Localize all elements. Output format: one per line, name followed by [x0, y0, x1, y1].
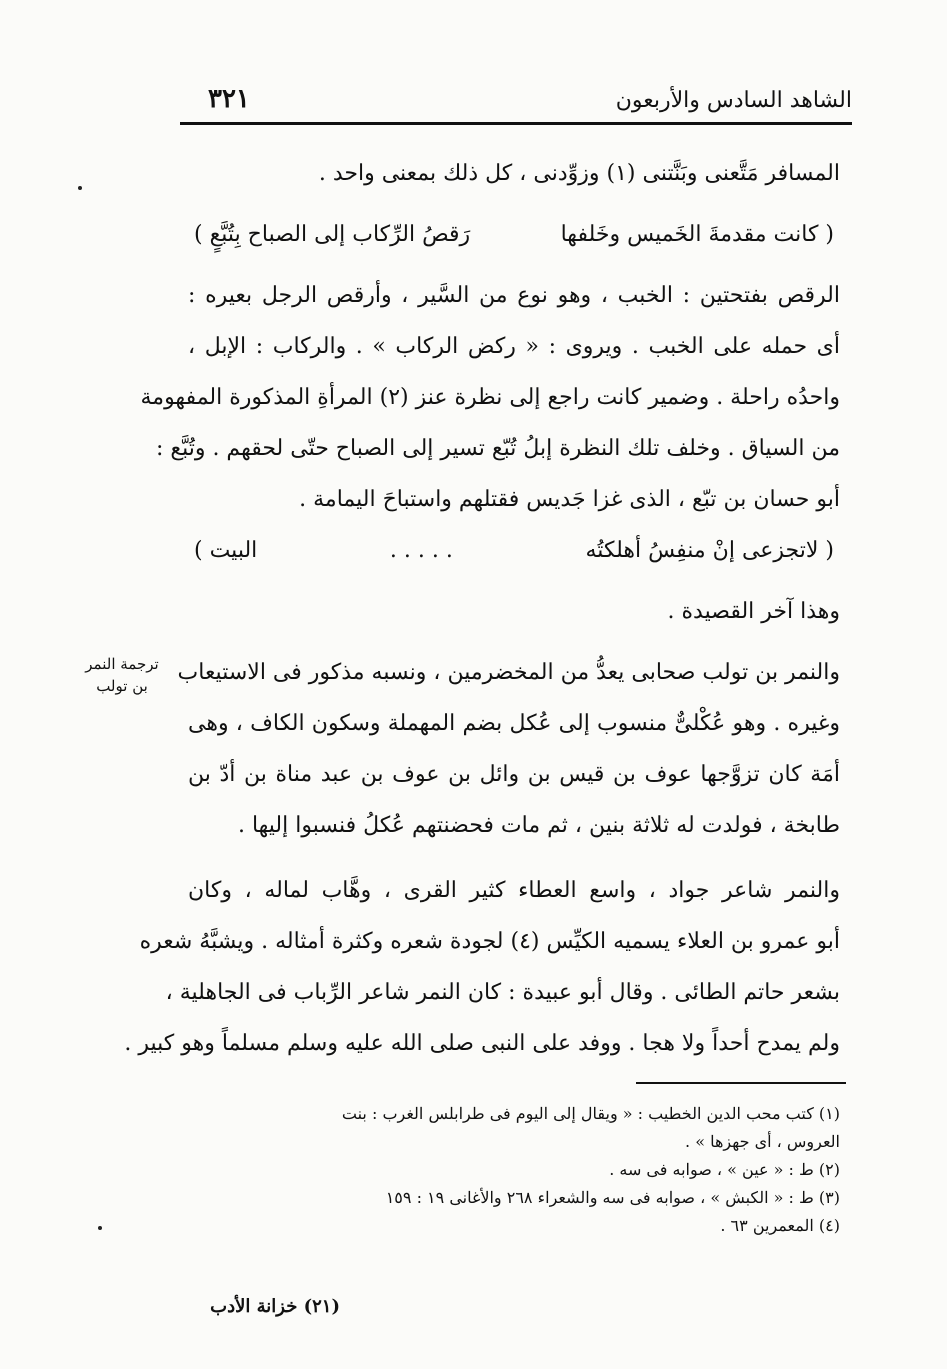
text-line: طابخة ، فولدت له ثلاثة بنين ، ثم مات فحضنتهم عُكلُ فنسبوا إليها .: [237, 813, 840, 838]
footnote: (١) كتب محب الدين الخطيب : « ويقال إلى اليوم فى طرابلس الغرب : بنت: [341, 1104, 840, 1123]
text-line: أبو حسان بن تبّع ، الذى غزا جَديس فقتلهم واستباحَ اليمامة .: [299, 487, 840, 512]
text-line: والنمر شاعر جواد ، واسع العطاء كثير القرى ، وهَّاب لماله ، وكان: [188, 878, 840, 903]
scan-speck: [98, 1226, 102, 1230]
running-head: الشاهد السادس والأربعون: [615, 88, 852, 113]
scan-speck: [78, 186, 82, 190]
body-text: [124, 148, 840, 1069]
signature-mark: (٢١) خزانة الأدب: [210, 1296, 340, 1317]
text-line: بشعر حاتم الطائى . وقال أبو عبيدة : كان النمر شاعر الرِّباب فى الجاهلية ،: [165, 980, 840, 1005]
page-header: [180, 84, 852, 120]
verse-hemistich: ( كانت مقدمةَ الخَميس وخَلفها: [560, 222, 834, 247]
text-line: واحدُه راحلة . وضمير كانت راجع إلى نظرة عنز (٢) المرأةِ المذكورة المفهومة: [140, 385, 840, 410]
footnote: (٣) ط : « الكبش » ، صوابه فى سه والشعراء ٢٦٨ والأغانى ١٩ : ١٥٩: [385, 1188, 840, 1207]
text-line: وغيره . وهو عُكْلىٌّ منسوب إلى عُكل بضم المهملة وسكون الكاف ، وهى: [188, 711, 840, 736]
footnote: العروس ، أى جهزها » .: [685, 1132, 840, 1151]
footnote: (٤) المعمرين ٦٣ .: [720, 1216, 840, 1235]
text-line: والنمر بن تولب صحابى يعدُّ من المخضرمين ، ونسبه مذكور فى الاستيعاب: [177, 660, 840, 685]
footnote: (٢) ط : « عين » ، صوابه فى سه .: [609, 1160, 840, 1179]
verse-hemistich: رَقصُ الرِّكاب إلى الصباح بِتُبَّعٍ ): [194, 222, 471, 247]
text-line: الرقص بفتحتين : الخبب ، وهو نوع من السَّير ، وأرقص الرجل بعيره :: [188, 283, 840, 308]
verse: [188, 209, 840, 260]
header-rule: [180, 122, 852, 125]
text-line: المسافر مَتَّعنى وبَنَّتنى (١) وزوِّدنى ، كل ذلك بمعنى واحد .: [318, 161, 840, 186]
margin-note-line: ترجمة النمر: [85, 655, 159, 673]
footnote-rule: [636, 1082, 846, 1084]
page-number: ٣٢١: [208, 84, 250, 114]
text-line: وهذا آخر القصيدة .: [667, 599, 840, 624]
text-line: ولم يمدح أحداً ولا هجا . ووفد على النبى صلى الله عليه وسلم مسلماً وهو كبير .: [124, 1031, 840, 1056]
text-line: من السياق . وخلف تلك النظرة إبلُ تُبّع تسير إلى الصباح حتّى لحقهم . وتُبَّع :: [155, 436, 840, 461]
text-line: أمَة كان تزوَّجها عوف بن قيس بن وائل بن عوف بن عبد مناة بن أدّ بن: [188, 762, 840, 787]
margin-note-line: بن تولب: [96, 677, 148, 695]
verse-dots: . . . . .: [389, 538, 453, 563]
text-line: أى حمله على الخبب . ويروى : « ركض الركاب » . والركاب : الإبل ،: [188, 334, 840, 359]
footnotes: [200, 1100, 840, 1240]
margin-note: [72, 653, 172, 697]
text-line: أبو عمرو بن العلاء يسميه الكيِّس (٤) لجودة شعره وكثرة أمثاله . ويشبَّهُ شعره: [139, 929, 840, 954]
verse: [188, 525, 840, 576]
verse-hemistich: البيت ): [194, 538, 258, 563]
verse-hemistich: ( لاتجزعى إنْ منفِسُ أهلكتُه: [585, 538, 834, 563]
